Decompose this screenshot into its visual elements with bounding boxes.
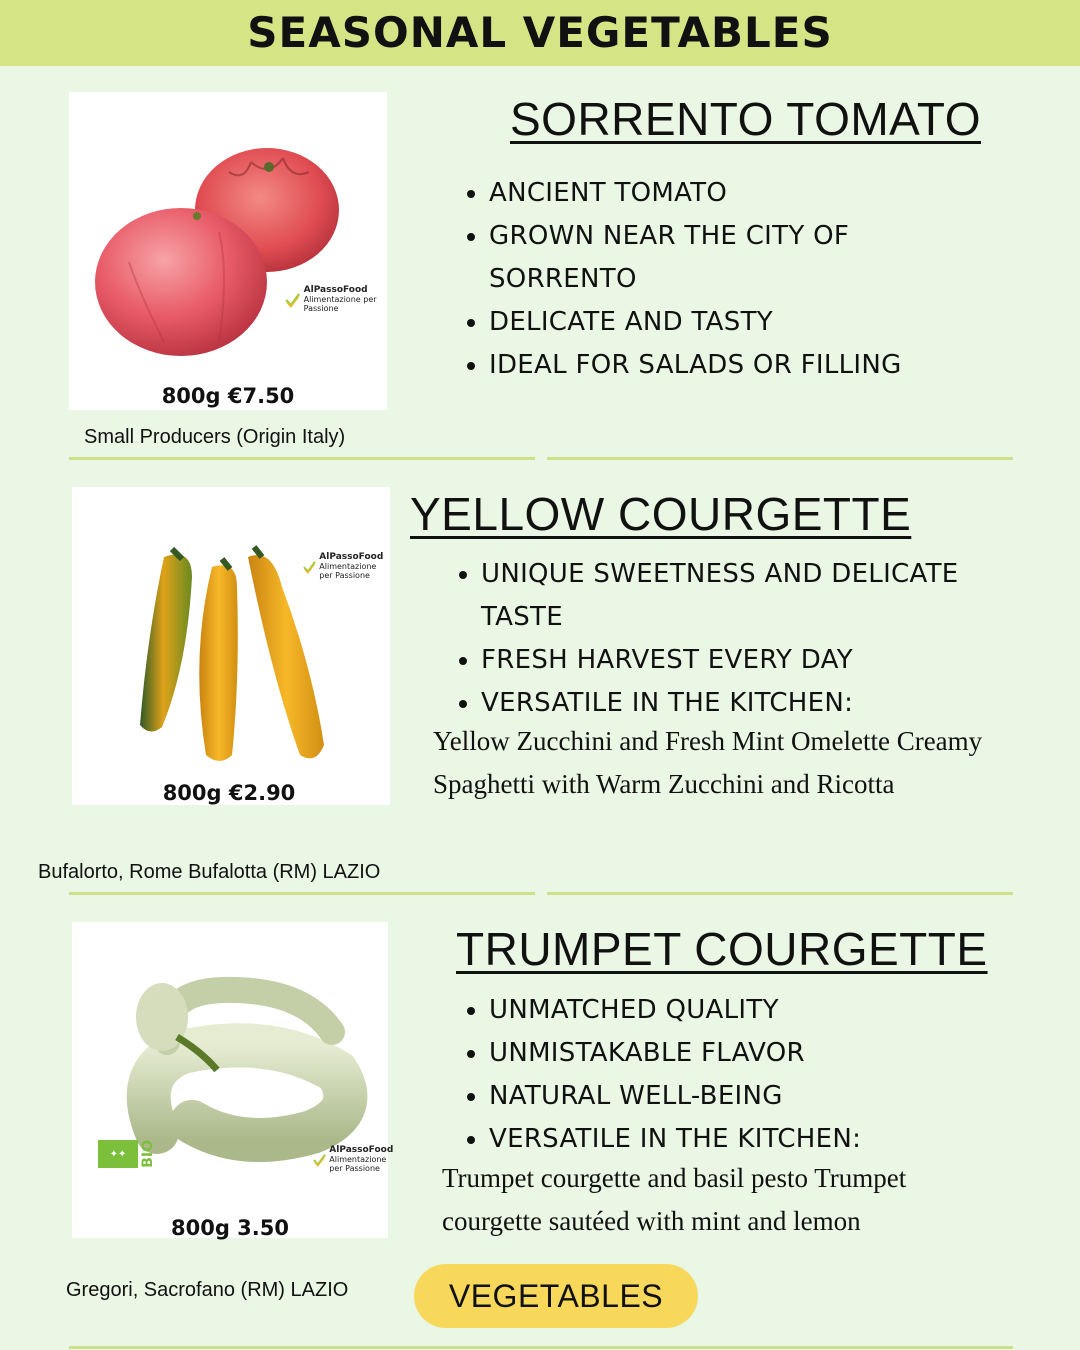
product-image-yellow-courgette bbox=[72, 487, 390, 805]
feature-item: • ANCIENT TOMATO bbox=[489, 172, 1049, 215]
feature-item: • UNIQUE SWEETNESS AND DELICATE TASTE bbox=[481, 553, 961, 639]
feature-item: • UNMISTAKABLE FLAVOR bbox=[489, 1032, 1049, 1075]
feature-item: • VERSATILE IN THE KITCHEN: bbox=[489, 1118, 1049, 1161]
product-price: 800g 3.50 bbox=[171, 1216, 289, 1240]
product-title: SORRENTO TOMATO bbox=[510, 93, 981, 145]
feature-item: • VERSATILE IN THE KITCHEN: bbox=[481, 682, 1041, 725]
header-banner bbox=[0, 0, 1080, 66]
feature-item: • IDEAL FOR SALADS OR FILLING bbox=[489, 344, 1049, 387]
product-image-sorrento-tomato bbox=[69, 92, 387, 410]
product-title: TRUMPET COURGETTE bbox=[456, 923, 988, 975]
feature-item: • FRESH HARVEST EVERY DAY bbox=[481, 639, 1041, 682]
feature-item: • DELICATE AND TASTY bbox=[489, 301, 1049, 344]
feature-list bbox=[457, 989, 1049, 1161]
page-title: SEASONAL VEGETABLES bbox=[247, 8, 833, 57]
trumpet-courgette-illustration bbox=[72, 922, 388, 1238]
recipe-text: Yellow Zucchini and Fresh Mint Omelette Creamy Spaghetti with Warm Zucchini and Ricotta bbox=[433, 726, 983, 799]
alpassofood-logo: AlPassoFood Alimentazione per Passione bbox=[302, 553, 391, 580]
feature-list bbox=[457, 172, 1049, 387]
divider-right bbox=[547, 892, 1013, 895]
divider-left bbox=[69, 892, 535, 895]
check-leaf-icon bbox=[284, 289, 301, 311]
product-image-trumpet-courgette bbox=[72, 922, 394, 1240]
vegetables-button[interactable]: VEGETABLES bbox=[414, 1264, 698, 1328]
producer-label: Bufalorto, Rome Bufalotta (RM) LAZIO bbox=[38, 861, 381, 883]
recipe-text: Trumpet courgette and basil pesto Trumpet courgette sautéed with mint and lemon bbox=[442, 1163, 907, 1236]
divider-bottom bbox=[69, 1346, 1013, 1349]
bio-badge: ✦✦ BIO bbox=[98, 1140, 156, 1168]
eu-organic-leaf-icon: ✦✦ bbox=[98, 1140, 138, 1168]
alpassofood-logo: AlPassoFood Alimentazione per Passione bbox=[312, 1146, 401, 1173]
feature-item: • NATURAL WELL-BEING bbox=[489, 1075, 1049, 1118]
feature-item: • GROWN NEAR THE CITY OF SORRENTO bbox=[489, 215, 869, 301]
producer-label: Small Producers (Origin Italy) bbox=[84, 426, 346, 448]
product-price: 800g €2.90 bbox=[162, 781, 296, 805]
divider-right bbox=[547, 457, 1013, 460]
tomato-illustration bbox=[69, 92, 387, 410]
feature-item: • UNMATCHED QUALITY bbox=[489, 989, 1049, 1032]
feature-list bbox=[449, 553, 1041, 725]
producer-label: Gregori, Sacrofano (RM) LAZIO bbox=[66, 1279, 349, 1301]
courgette-illustration bbox=[72, 487, 390, 805]
product-title: YELLOW COURGETTE bbox=[410, 488, 912, 540]
product-price: 800g €7.50 bbox=[161, 384, 295, 408]
divider-left bbox=[69, 457, 535, 460]
check-leaf-icon bbox=[312, 1149, 326, 1171]
alpassofood-logo: AlPassoFood Alimentazione per Passione bbox=[284, 286, 387, 313]
check-leaf-icon bbox=[302, 556, 316, 578]
